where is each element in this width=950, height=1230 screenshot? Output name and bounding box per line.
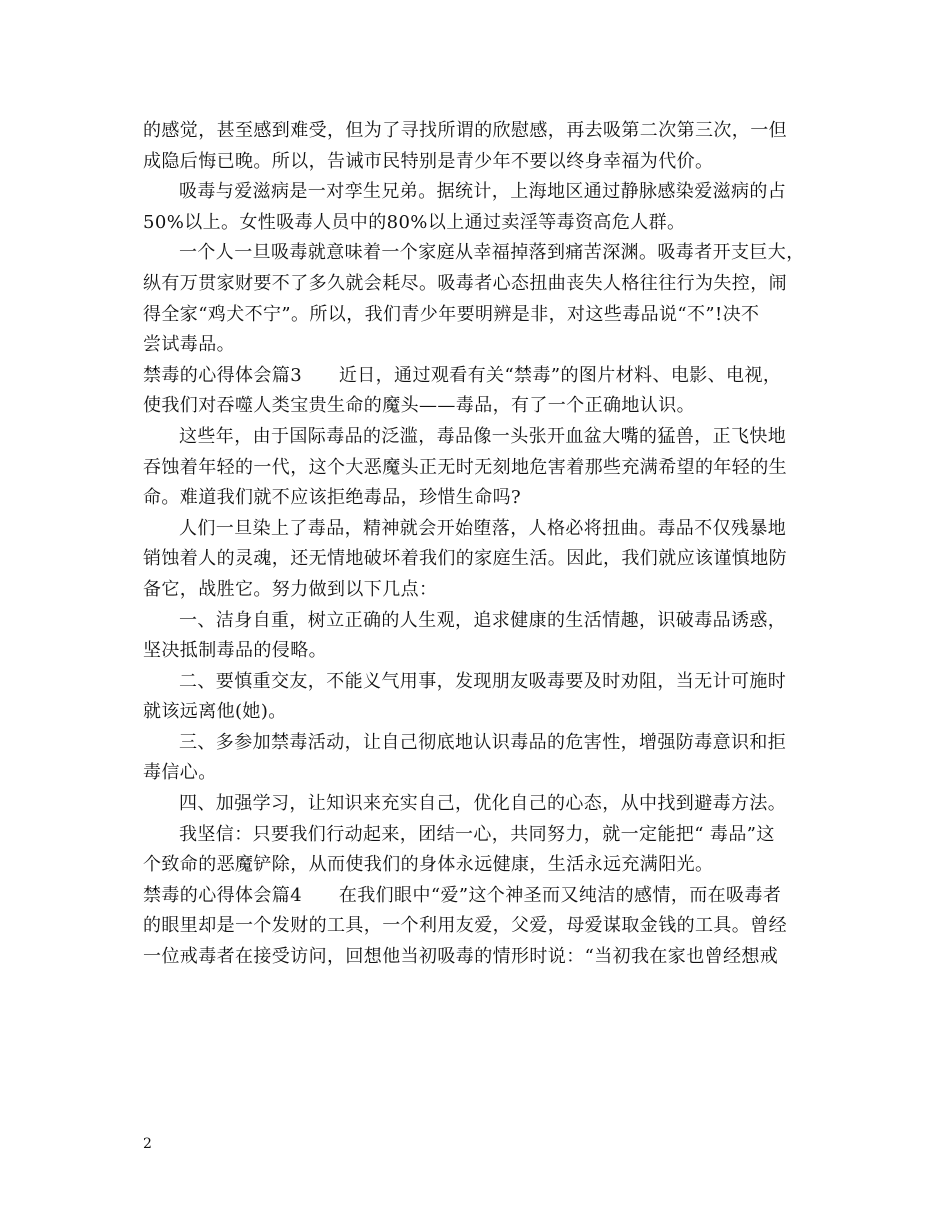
text-line: 的感觉，甚至感到难受，但为了寻找所谓的欣慰感，再去吸第二次第三次，一但 — [143, 120, 787, 141]
document-body — [143, 116, 808, 973]
list-item-line: 一、洁身自重，树立正确的人生观，追求健康的生活情趣，识破毒品诱惑， — [179, 609, 787, 631]
text-line: 个致命的恶魔铲除，从而使我们的身体永远健康，生活永远充满阳光。 — [143, 854, 714, 876]
section-heading-line: 禁毒的心得体会篇3 近日，通过观看有关“禁毒”的图片材料、电影、电视， — [143, 364, 782, 386]
list-item-line: 二、要慎重交友，不能义气用事，发现朋友吸毒要及时劝阻，当无计可施时 — [179, 670, 787, 692]
text-line: 销蚀着人的灵魂，还无情地破坏着我们的家庭生活。因此，我们就应该谨慎地防 — [143, 548, 787, 570]
text-line: 一个人一旦吸毒就意味着一个家庭从幸福掉落到痛苦深渊。吸毒者开支巨大， — [179, 242, 805, 264]
text-line: 50%以上。女性吸毒人员中的80%以上通过卖淫等毒资高危人群。 — [143, 211, 686, 233]
text-line: 一位戒毒者在接受访问，回想他当初吸毒的情形时说：“当初我在家也曾经想戒 — [143, 946, 779, 968]
text-line: 的眼里却是一个发财的工具，一个利用友爱，父爱，母爱谋取金钱的工具。曾经 — [143, 915, 787, 937]
text-line: 备它，战胜它。努力做到以下几点： — [143, 578, 438, 600]
list-item-line: 就该远离他(她)。 — [143, 701, 287, 723]
text-line: 得全家“鸡犬不宁”。所以，我们青少年要明辨是非，对这些毒品说“不”!决不 — [143, 303, 760, 325]
text-line: 吞蚀着年轻的一代，这个大恶魔头正无时无刻地危害着那些充满希望的年轻的生 — [143, 456, 787, 478]
list-item-line: 四、加强学习，让知识来充实自己，优化自己的心态，从中找到避毒方法。 — [179, 793, 787, 815]
text-line: 这些年，由于国际毒品的泛滥，毒品像一头张开血盆大嘴的猛兽，正飞快地 — [179, 425, 787, 447]
page-number: 2 — [143, 1136, 152, 1152]
text-line: 人们一旦染上了毒品，精神就会开始堕落，人格必将扭曲。毒品不仅残暴地 — [179, 517, 787, 539]
text-line: 使我们对吞噬人类宝贵生命的魔头——毒品，有了一个正确地认识。 — [143, 395, 695, 417]
list-item-line: 毒信心。 — [143, 762, 217, 784]
text-line: 我坚信：只要我们行动起来，团结一心，共同努力，就一定能把“ 毒品”这 — [179, 823, 775, 845]
list-item-line: 坚决抵制毒品的侵略。 — [143, 640, 327, 662]
text-line: 纵有万贯家财要不了多久就会耗尽。吸毒者心态扭曲丧失人格往往行为失控，闹 — [143, 272, 787, 294]
list-item-line: 三、多参加禁毒活动，让自己彻底地认识毒品的危害性，增强防毒意识和拒 — [179, 731, 787, 753]
text-line: 命。难道我们就不应该拒绝毒品，珍惜生命吗? — [143, 487, 522, 509]
text-line: 成隐后悔已晚。所以，告诫市民特别是青少年不要以终身幸福为代价。 — [143, 150, 714, 172]
section-heading-line: 禁毒的心得体会篇4 在我们眼中“爱”这个神圣而又纯洁的感情，而在吸毒者 — [143, 884, 782, 906]
text-line: 尝试毒品。 — [143, 334, 235, 356]
text-line: 吸毒与爱滋病是一对孪生兄弟。据统计，上海地区通过静脉感染爱滋病的占 — [179, 181, 787, 203]
